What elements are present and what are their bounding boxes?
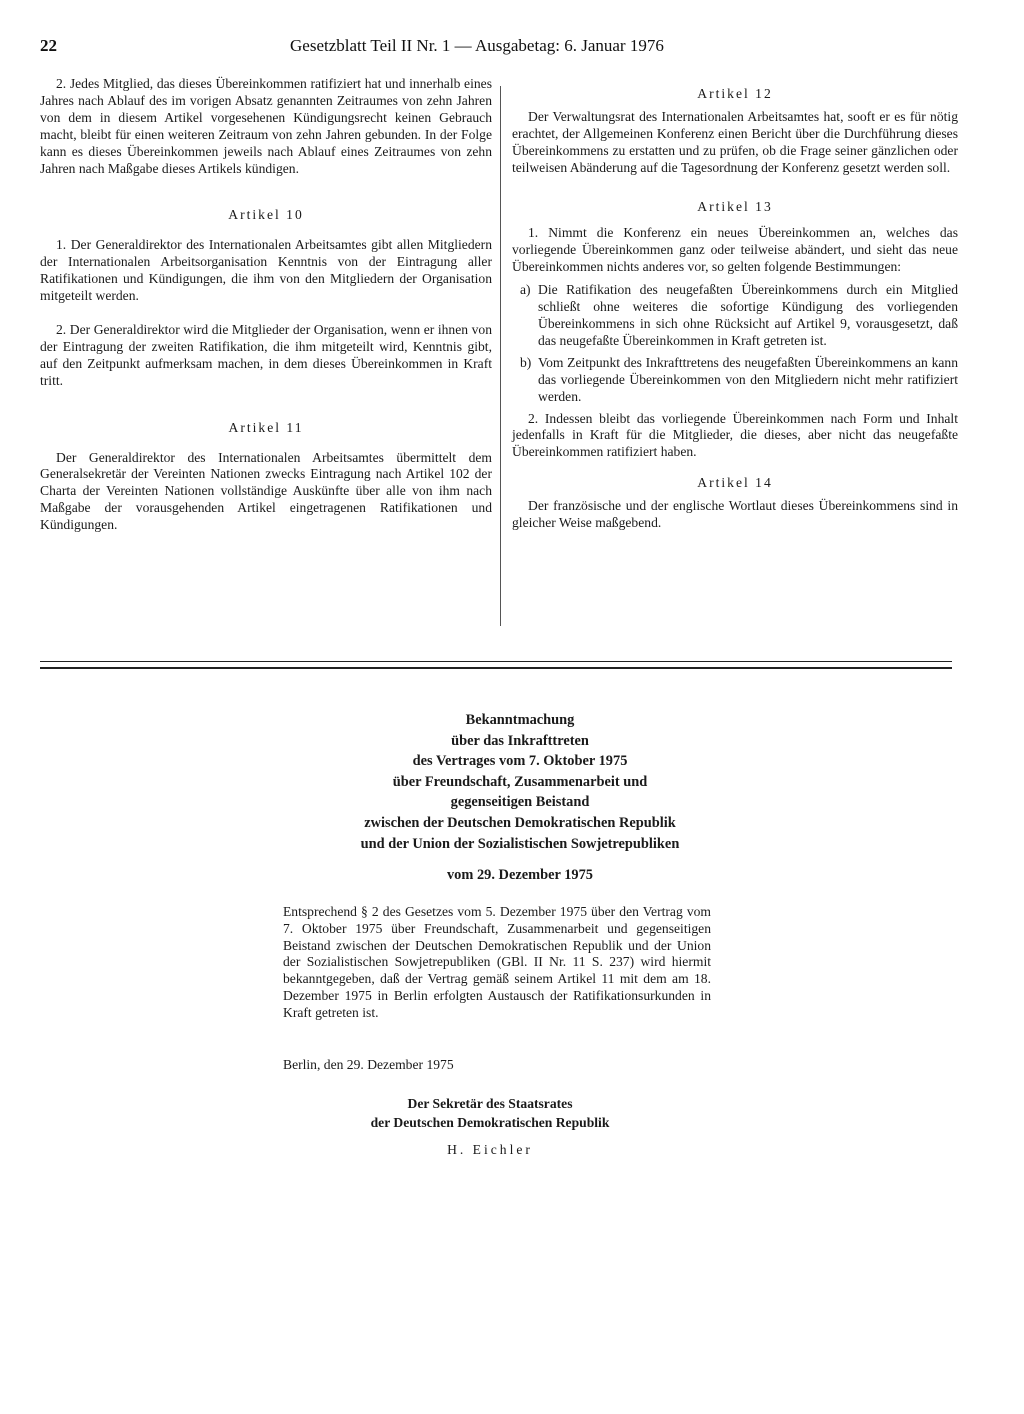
article-12-heading: Artikel 12 bbox=[697, 86, 773, 101]
left-column bbox=[40, 76, 492, 534]
notice-title-line: Bekanntmachung bbox=[465, 712, 575, 728]
list-item-text: Vom Zeitpunkt des Inkrafttretens des neugefaßten Übereinkommens an kann das vorliegende Übereinkommen von den Mitgliedern nicht mehr ratifiziert werden. bbox=[538, 354, 958, 404]
notice-body: Entsprechend § 2 des Gesetzes vom 5. Dezember 1975 über den Vertrag vom 7. Oktober 1975 über Freundschaft, Zusammenarbeit und gegenseitigen Beistand zwischen der Deutschen Demokratischen Republik und der Union der Sozialistischen Sowjetrepubliken (GBl. II Nr. 11 S. 237) wird hiermit bekanntgegeben, daß der Vertrag gemäß seinem Artikel 11 mit dem am 18. Dezember 1975 in Berlin erfolgten Austausch der Ratifikationsurkunden in Kraft getreten ist. bbox=[283, 904, 711, 1020]
article-13-heading: Artikel 13 bbox=[697, 198, 773, 214]
column-divider bbox=[500, 86, 501, 626]
notice-title-line: über Freundschaft, Zusammenarbeit und bbox=[392, 773, 648, 790]
article-13-paragraph-2: 2. Indessen bleibt das vorliegende Übereinkommen nach Form und Inhalt jedenfalls in Kraft für die Mitglieder, die dieses, aber nicht das neugefaßte Übereinkommen ratifiziert haben. bbox=[512, 410, 958, 460]
notice-title-line: und der Union der Sozialistischen Sowjetrepubliken bbox=[360, 835, 680, 852]
running-title: Gesetzblatt Teil II Nr. 1 — Ausgabetag: 6. Januar 1976 bbox=[290, 36, 664, 55]
section-rule-thick bbox=[40, 667, 952, 669]
article-9-paragraph-2: 2. Jedes Mitglied, das dieses Übereinkommen ratifiziert hat und innerhalb eines Jahres nach Ablauf des im vorigen Absatz genannten Zeitraumes von zehn Jahren von dem in diesem Artikel vorgesehenen Kündigungsrecht keinen Gebrauch macht, bleibt für einen weiteren Zeitraum von zehn Jahren gebunden. In der Folge kann es dieses Übereinkommen jeweils nach Ablauf eines Zeitraumes von zehn Jahren nach Maßgabe dieses Artikels kündigen. bbox=[40, 76, 492, 176]
list-item-text: Die Ratifikation des neugefaßten Übereinkommens durch ein Mitglied schließt ohne weiteres die sofortige Kündigung des vorliegenden Übereinkommens in sich ohne Rücksicht auf Artikel 9, vorausgesetzt, daß das neugefaßte Übereinkommen in Kraft getreten ist. bbox=[538, 282, 958, 348]
notice-title-line: über das Inkrafttreten bbox=[451, 732, 589, 749]
list-item-label: a) bbox=[520, 282, 531, 298]
article-10-heading: Artikel 10 bbox=[228, 207, 304, 223]
notice-title-line: zwischen der Deutschen Demokratischen Republik bbox=[364, 814, 676, 831]
notice-title-line: des Vertrages vom 7. Oktober 1975 bbox=[412, 753, 628, 770]
signatory-line: Der Sekretär des Staatsrates bbox=[407, 1096, 573, 1111]
notice-heading-block bbox=[240, 710, 800, 884]
list-item-label: b) bbox=[520, 354, 532, 370]
section-rule-thin bbox=[40, 661, 952, 662]
list-item bbox=[512, 355, 958, 406]
notice-date: vom 29. Dezember 1975 bbox=[446, 867, 593, 884]
article-13-paragraph-1: 1. Nimmt die Konferenz ein neues Übereinkommen an, welches das vorliegende Übereinkommen ganz oder teilweise abändert, und sieht das neue Übereinkommen nichts anderes vor, so gelten folgende Bestimmungen: bbox=[512, 225, 958, 275]
signatory-title bbox=[290, 1094, 690, 1132]
article-14-heading: Artikel 14 bbox=[697, 475, 773, 491]
article-10-paragraph-2: 2. Der Generaldirektor wird die Mitglieder der Organisation, wenn er ihnen von der Eintragung der zweiten Ratifikation, die ihm mitgeteilt wird, Kenntnis gibt, auf den Zeitpunkt aufmerksam machen, in dem dieses Übereinkommen in Kraft tritt. bbox=[40, 321, 492, 388]
page-header bbox=[40, 36, 760, 66]
article-14-paragraph: Der französische und der englische Wortlaut dieses Übereinkommens sind in gleicher Weise maßgebend. bbox=[512, 498, 958, 531]
article-11-heading: Artikel 11 bbox=[228, 419, 304, 435]
list-item bbox=[512, 282, 958, 350]
signatory-name: H. Eichler bbox=[447, 1142, 533, 1157]
signatory-line: der Deutschen Demokratischen Republik bbox=[370, 1115, 610, 1130]
article-11-paragraph: Der Generaldirektor des Internationalen Arbeitsamtes übermittelt dem Generalsekretär der Vereinten Nationen zwecks Eintragung nach Artikel 102 der Charta der Vereinten Nationen vollständige Auskünfte über alle von ihm nach Maßgabe der vorausgehenden Artikel eingetragenen Ratifikationen und Kündigungen. bbox=[40, 449, 492, 533]
article-13-list bbox=[512, 282, 958, 405]
place-date: Berlin, den 29. Dezember 1975 bbox=[283, 1057, 454, 1072]
notice-title bbox=[240, 710, 800, 854]
notice-title-line: gegenseitigen Beistand bbox=[450, 794, 590, 811]
article-12-paragraph: Der Verwaltungsrat des Internationalen Arbeitsamtes hat, sooft er es für nötig erachtet, der Allgemeinen Konferenz einen Bericht über die Durchführung dieses Übereinkommens zu erstatten und zu prüfen, ob die Frage seiner gänzlichen oder teilweisen Abänderung auf die Tagesordnung der Konferenz gesetzt werden soll. bbox=[512, 108, 958, 175]
right-column bbox=[512, 86, 958, 532]
article-10-paragraph-1: 1. Der Generaldirektor des Internationalen Arbeitsamtes gibt allen Mitgliedern der Internationalen Arbeitsorganisation Kenntnis von der Eintragung aller Ratifikationen und Kündigungen, die ihm von den Mitgliedern der Organisation mitgeteilt werden. bbox=[40, 237, 492, 304]
page-number: 22 bbox=[40, 36, 57, 55]
